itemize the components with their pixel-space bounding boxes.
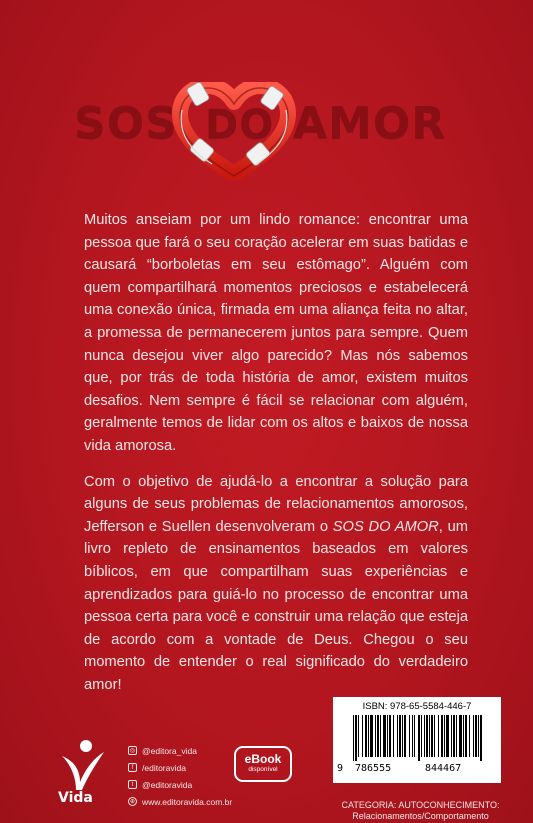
title-word-amor: AMOR bbox=[293, 98, 447, 149]
ebook-badge bbox=[234, 746, 292, 782]
social-handle: @editora_vida bbox=[142, 745, 197, 756]
book-category bbox=[318, 800, 523, 822]
social-handle: /editoravida bbox=[142, 762, 186, 773]
book-title-italic: SOS DO AMOR bbox=[332, 518, 439, 535]
isbn-barcode-box bbox=[333, 697, 501, 783]
synopsis-paragraph-2 bbox=[84, 471, 468, 697]
website-url: www.editoravida.com.br bbox=[142, 796, 233, 807]
globe-icon: ⊕ bbox=[129, 798, 136, 805]
social-link-facebook[interactable] bbox=[128, 759, 232, 776]
publisher-name: Vida bbox=[58, 790, 93, 806]
back-cover-synopsis bbox=[84, 209, 468, 696]
barcode-digit-group: 786555 bbox=[355, 763, 392, 774]
twitter-icon: t bbox=[128, 780, 137, 789]
book-title bbox=[0, 82, 533, 182]
facebook-icon: f bbox=[128, 763, 137, 772]
title-word-do: DO bbox=[205, 102, 275, 148]
social-link-website[interactable] bbox=[128, 793, 232, 810]
isbn-number: ISBN: 978-65-5584-446-7 bbox=[362, 701, 472, 712]
category-line-2: Relacionamentos/Comportamento bbox=[352, 811, 489, 821]
instagram-icon: ◎ bbox=[129, 747, 136, 754]
title-word-sos: SOS bbox=[74, 98, 178, 149]
synopsis-paragraph-1: Muitos anseiam por um lindo romance: encontrar uma pessoa que fará o seu coração acelerar em suas batidas e causará “borboletas em seu estômago”. Alguém com quem compartilhará momentos preciosos e estabelecerá uma conexão única, firmada em uma aliança feita no altar, a promessa de permanecerem juntos para sempre. Quem nunca desejou viver algo parecido? Mas nós sabemos que, por trás de toda história de amor, existem muitos desafios. Nem sempre é fácil se relacionar com alguém, geralmente temos de lidar com os altos e baixos de nossa vida amorosa. bbox=[84, 212, 468, 454]
ebook-availability: disponível bbox=[248, 766, 278, 773]
social-links bbox=[128, 742, 232, 810]
barcode-digit-group: 844467 bbox=[425, 763, 462, 774]
barcode-icon bbox=[345, 715, 493, 761]
category-line-1: CATEGORIA: AUTOCONHECIMENTO: bbox=[341, 800, 500, 810]
social-link-twitter[interactable] bbox=[128, 776, 232, 793]
social-handle: @editoravida bbox=[142, 779, 193, 790]
paragraph-2-text-end: , um livro repleto de ensinamentos baseados em valores bíblicos, em que compartilham suas experiências e aprendizados para guiá-lo no processo de encontrar uma pessoa certa para você e construir uma relação que esteja de acordo com a vontade de Deus. Chegou o seu momento de entender o real significado do verdadeiro amor! bbox=[84, 518, 468, 693]
ebook-label: eBook bbox=[244, 752, 282, 766]
barcode-digit-group: 9 bbox=[337, 763, 344, 774]
paragraph-2-text-start: Com o objetivo de ajudá-lo a encontrar a solução para alguns de seus problemas de relacionamentos amorosos, Jefferson e Suellen desenvolveram o bbox=[84, 473, 468, 535]
social-link-instagram[interactable] bbox=[128, 742, 232, 759]
